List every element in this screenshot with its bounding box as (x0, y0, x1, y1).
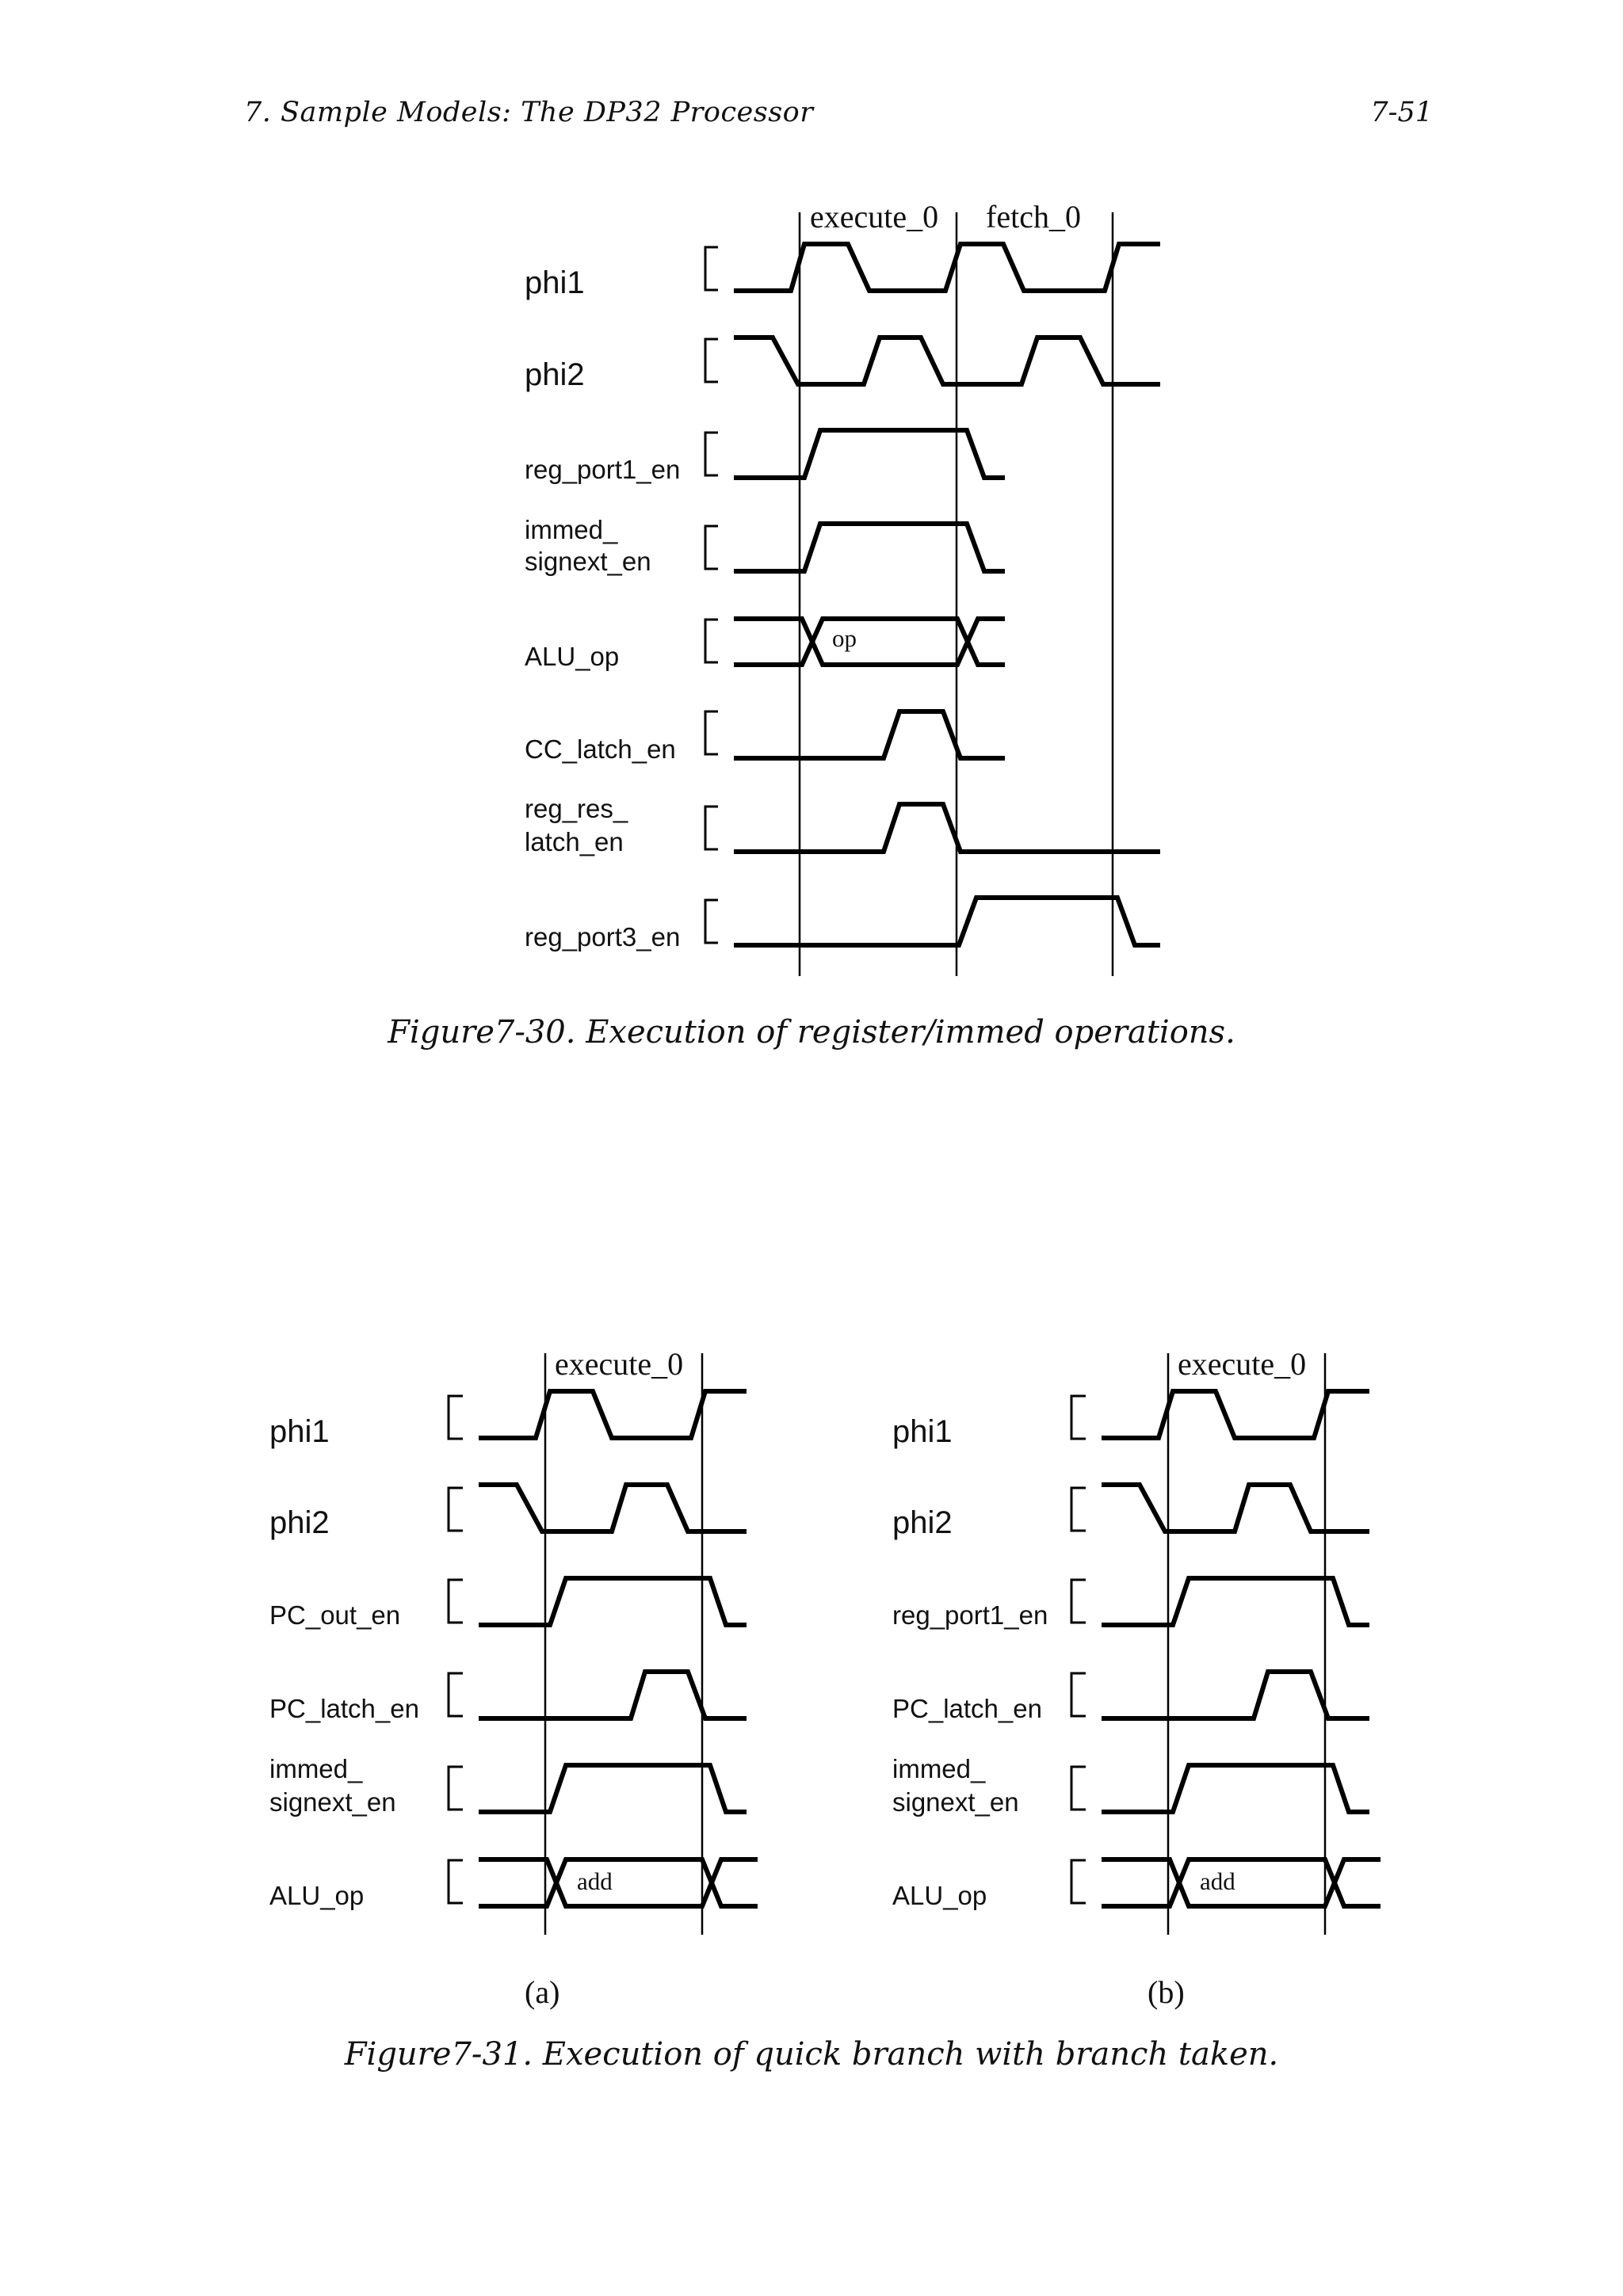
signal-label-pc-latch-en: PC_latch_en (269, 1694, 419, 1723)
bracket (449, 1580, 463, 1623)
signal-label-cc-latch-en: CC_latch_en (525, 734, 676, 764)
figure-7-31-panel-a (269, 1346, 758, 2010)
waveform-reg-port3-en (734, 898, 1160, 945)
signal-label-phi2: phi2 (892, 1505, 953, 1540)
phase-label-fetch: fetch_0 (986, 199, 1081, 235)
signal-label-alu-op: ALU_op (269, 1881, 365, 1910)
signal-label-alu-op: ALU_op (892, 1881, 987, 1910)
bus-label-add: add (577, 1867, 613, 1895)
waveform-phi1 (1102, 1391, 1369, 1438)
signal-label-pc-out-en: PC_out_en (269, 1600, 401, 1630)
figure-7-30-caption: Figure7-30. Execution of register/immed operations. (388, 1014, 1235, 1051)
signal-label-phi1: phi1 (269, 1414, 330, 1449)
panel-label-b: (b) (1148, 1974, 1185, 2010)
bus-label-op: op (832, 624, 857, 652)
bracket (1071, 1860, 1086, 1903)
bus-label-add: add (1200, 1867, 1235, 1895)
bracket (449, 1860, 463, 1903)
waveform-pc-latch-en (1102, 1672, 1369, 1718)
phase-label-execute: execute_0 (810, 199, 939, 235)
bracket (449, 1396, 463, 1439)
page-number: 7-51 (1370, 97, 1433, 128)
waveform-immed-signext-en (734, 524, 1005, 571)
waveform-alu-op (734, 619, 1005, 665)
bracket (705, 807, 718, 849)
figure-7-30 (525, 199, 1160, 976)
waveform-phi1 (479, 1391, 747, 1438)
bracket (1071, 1488, 1086, 1531)
bracket (1071, 1767, 1086, 1810)
signal-label-immed: immed_ (892, 1754, 986, 1783)
bracket (705, 433, 718, 475)
figure-7-31-caption: Figure7-31. Execution of quick branch with branch taken. (344, 2036, 1279, 2073)
signal-label-phi1: phi1 (892, 1414, 953, 1449)
phase-label-execute: execute_0 (1178, 1346, 1307, 1382)
chapter-title: 7. Sample Models: The DP32 Processor (244, 97, 814, 128)
signal-label-reg-port3-en: reg_port3_en (525, 922, 681, 952)
figure-7-31-panel-b (892, 1346, 1381, 2010)
signal-label-immed: immed_ (525, 515, 618, 544)
waveform-pc-latch-en (479, 1672, 747, 1718)
waveform-immed-signext-en (479, 1765, 747, 1812)
signal-label-signext-en: signext_en (269, 1787, 396, 1817)
bracket (449, 1673, 463, 1716)
signal-label-reg-res: reg_res_ (525, 794, 628, 823)
bracket (705, 900, 718, 943)
bracket (705, 247, 718, 290)
waveform-alu-op (479, 1859, 758, 1906)
waveform-phi2 (734, 338, 1160, 384)
signal-label-reg-port1-en: reg_port1_en (525, 455, 681, 484)
waveform-reg-res-latch-en (734, 804, 1160, 852)
signal-label-pc-latch-en: PC_latch_en (892, 1694, 1042, 1723)
panel-label-a: (a) (525, 1974, 560, 2010)
bracket (705, 339, 718, 382)
signal-label-phi2: phi2 (269, 1505, 330, 1540)
waveform-phi1 (734, 244, 1160, 291)
waveform-alu-op (1102, 1859, 1381, 1906)
signal-label-signext-en: signext_en (525, 547, 651, 576)
signal-label-phi1: phi1 (525, 265, 585, 300)
waveform-phi2 (479, 1485, 747, 1531)
signal-label-phi2: phi2 (525, 357, 585, 392)
bracket (705, 620, 718, 662)
bracket (449, 1767, 463, 1810)
signal-label-latch-en: latch_en (525, 827, 624, 856)
waveform-reg-port1-en (734, 430, 1005, 478)
signal-label-immed: immed_ (269, 1754, 363, 1783)
signal-label-alu-op: ALU_op (525, 642, 620, 671)
waveform-cc-latch-en (734, 711, 1005, 758)
bracket (705, 526, 718, 569)
waveform-immed-signext-en (1102, 1765, 1369, 1812)
bracket (449, 1488, 463, 1531)
bracket (1071, 1673, 1086, 1716)
waveform-phi2 (1102, 1485, 1369, 1531)
bracket (1071, 1396, 1086, 1439)
bracket (705, 711, 718, 754)
signal-label-signext-en: signext_en (892, 1787, 1019, 1817)
signal-label-reg-port1-en: reg_port1_en (892, 1600, 1048, 1630)
waveform-pc-out-en (479, 1578, 747, 1625)
phase-label-execute: execute_0 (555, 1346, 684, 1382)
bracket (1071, 1580, 1086, 1623)
waveform-reg-port1-en (1102, 1578, 1369, 1625)
